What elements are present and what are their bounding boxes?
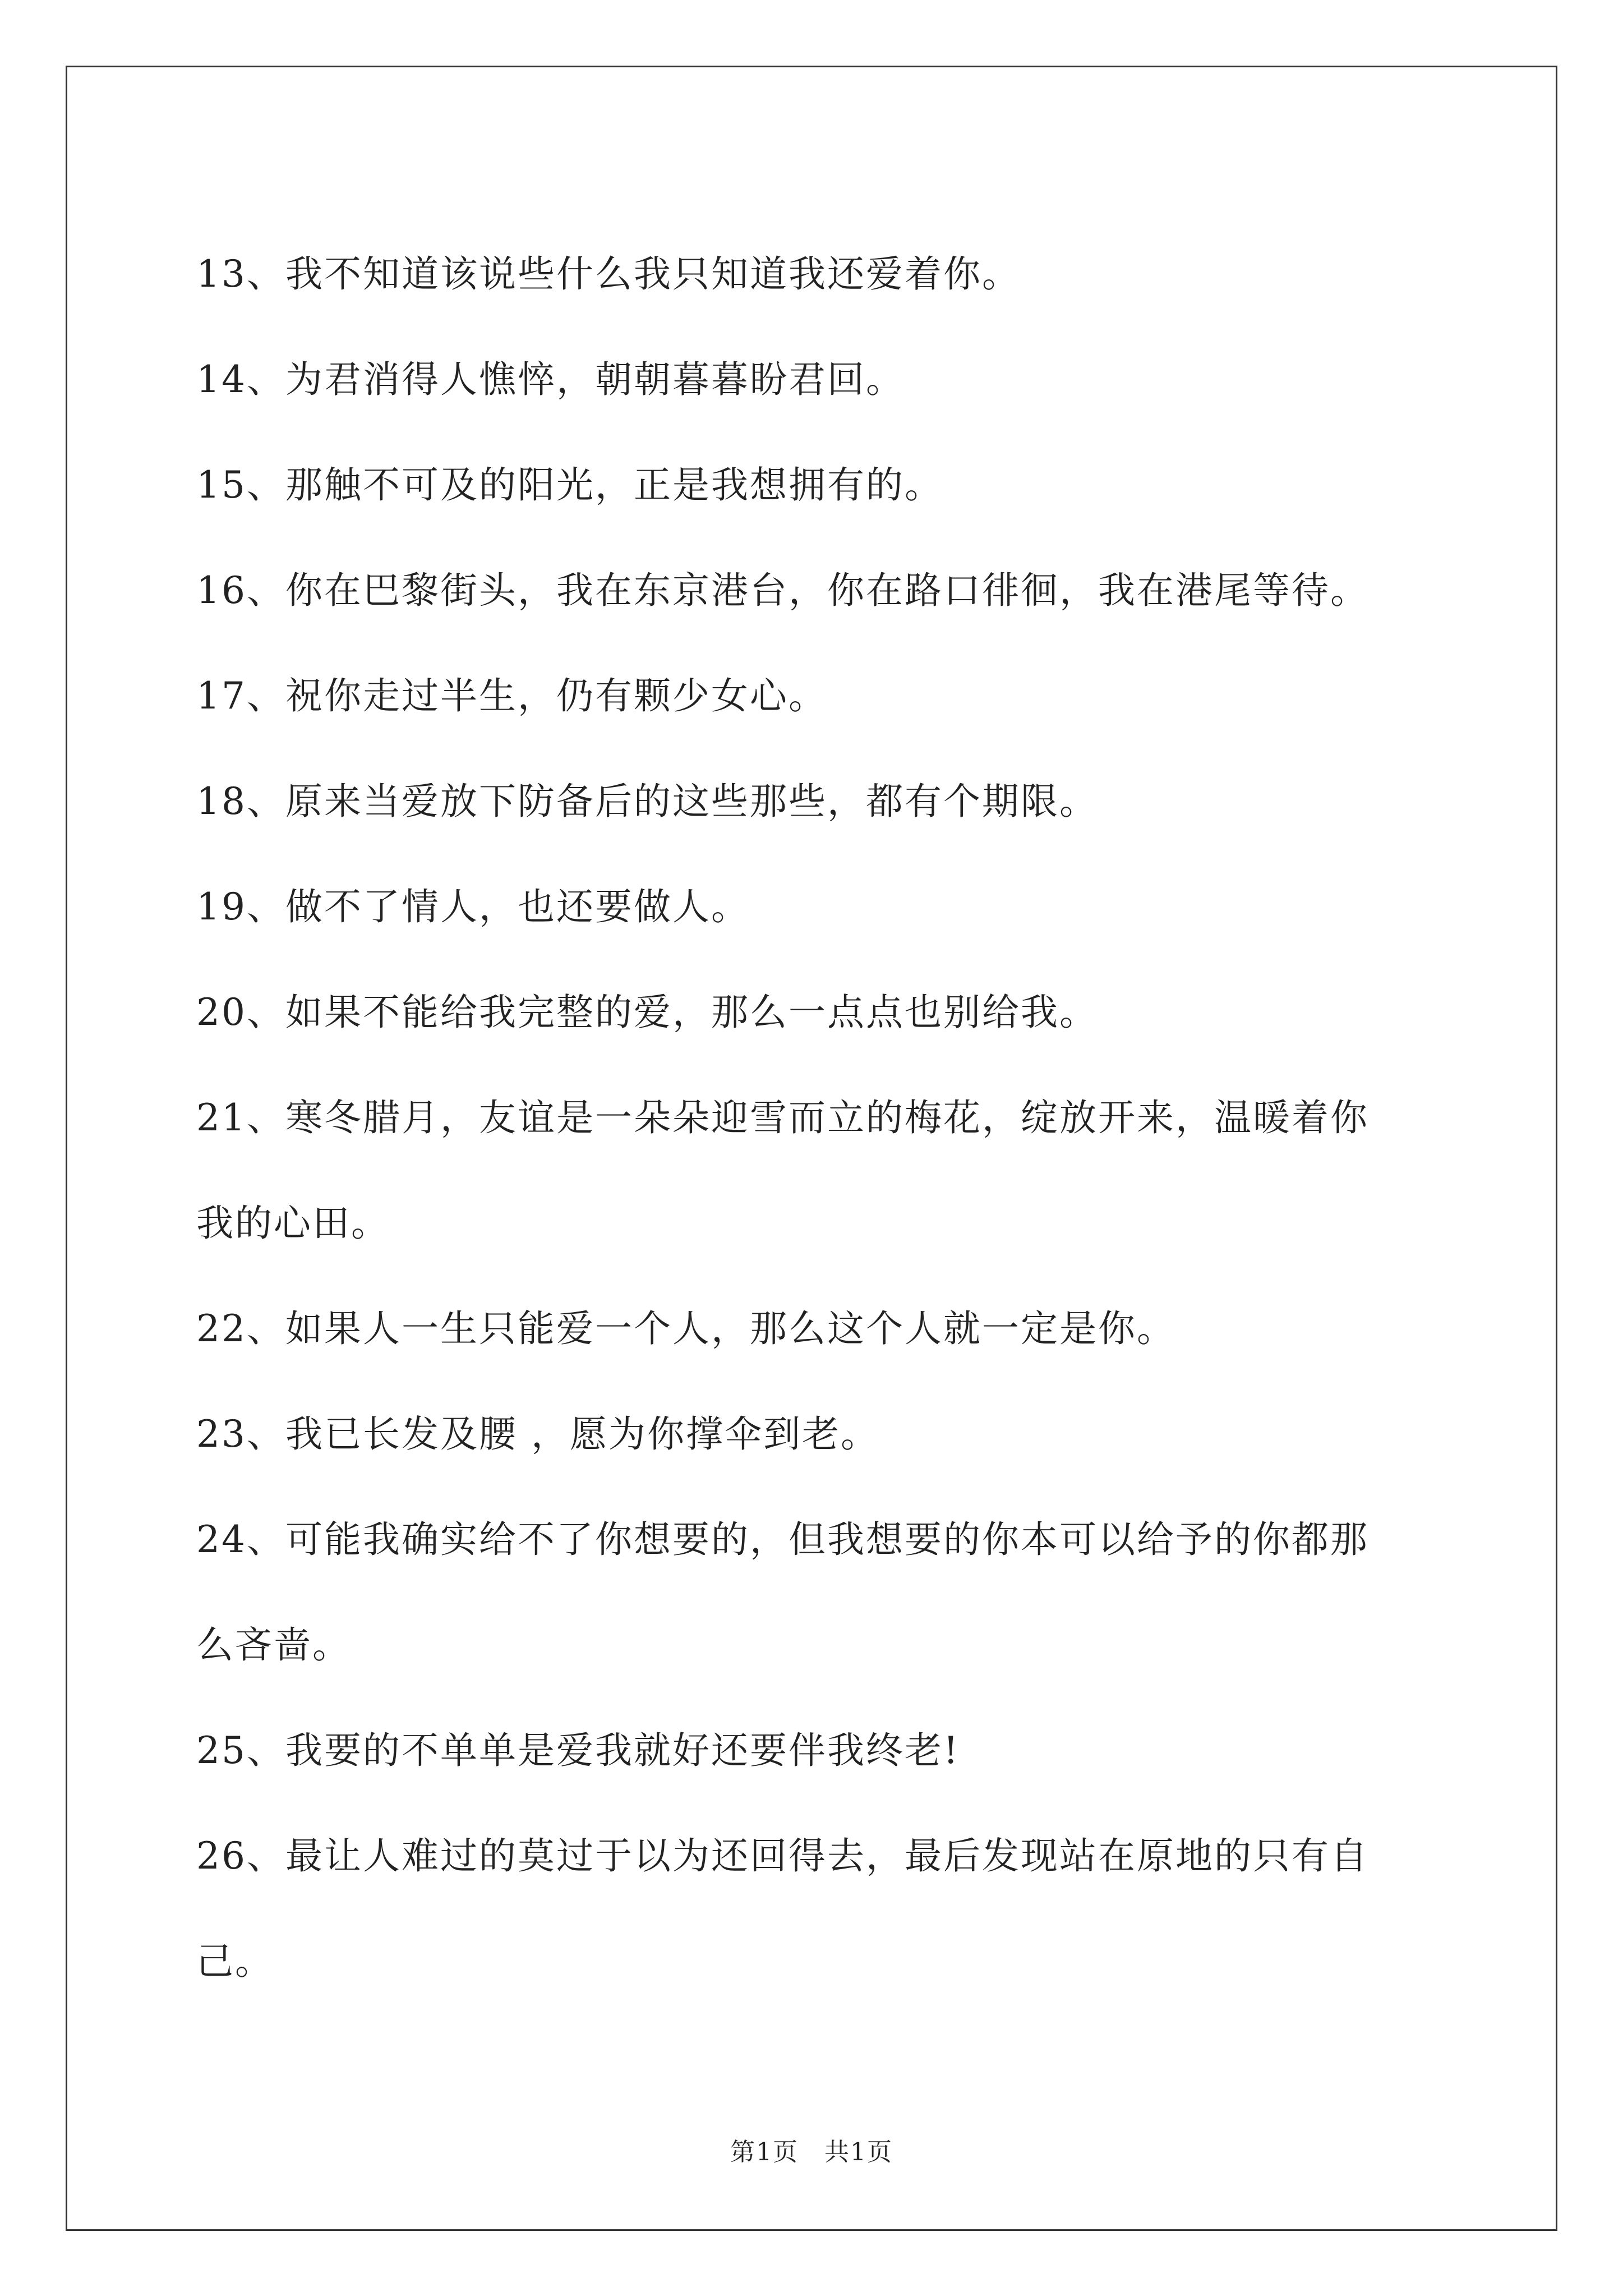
entry-19: 19、做不了情人，也还要做人。 (196, 885, 750, 928)
entry-16: 16、你在巴黎街头，我在东京港台，你在路口徘徊，我在港尾等待。 (196, 569, 1369, 612)
entry-24-line-2: 么吝啬。 (196, 1623, 351, 1667)
page-footer: 第1页 共1页 (730, 2138, 893, 2166)
document-body (196, 222, 1441, 2014)
entry-15: 15、那触不可及的阳光，正是我想拥有的。 (196, 463, 943, 507)
entry-13: 13、我不知道该说些什么我只知道我还爱着你。 (196, 252, 1021, 296)
entry-14: 14、为君消得人憔悴，朝朝暮暮盼君回。 (196, 358, 905, 401)
entry-18: 18、原来当爱放下防备后的这些那些，都有个期限。 (196, 780, 1098, 823)
entry-21-line-1: 21、寒冬腊月，友谊是一朵朵迎雪而立的梅花，绽放开来，温暖着你 (196, 1096, 1369, 1139)
entry-21-line-2: 我的心田。 (196, 1202, 390, 1245)
entry-26-line-2: 己。 (196, 1940, 274, 1983)
entry-17: 17、祝你走过半生，仍有颗少女心。 (196, 674, 827, 717)
entry-20: 20、如果不能给我完整的爱，那么一点点也别给我。 (196, 991, 1098, 1034)
entry-26-line-1: 26、最让人难过的莫过于以为还回得去，最后发现站在原地的只有自 (196, 1834, 1369, 1878)
entry-24-line-1: 24、可能我确实给不了你想要的，但我想要的你本可以给予的你都那 (196, 1518, 1369, 1561)
entry-22: 22、如果人一生只能爱一个人，那么这个人就一定是你。 (196, 1307, 1175, 1350)
entry-23: 23、我已长发及腰 ，愿为你撑伞到老。 (196, 1412, 879, 1456)
entry-25: 25、我要的不单单是爱我就好还要伴我终老! (196, 1729, 960, 1772)
